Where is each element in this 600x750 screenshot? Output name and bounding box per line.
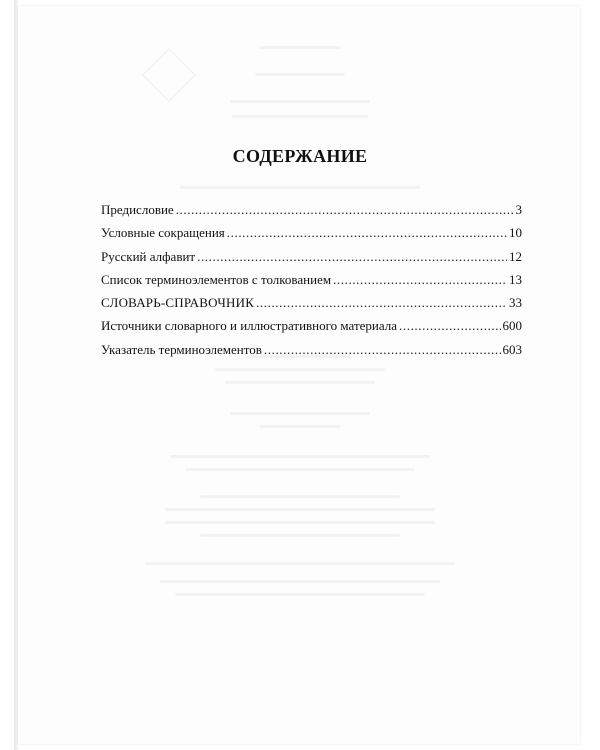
toc-entry-title: Предисловие bbox=[101, 202, 174, 217]
toc-page-number: 33 bbox=[509, 295, 522, 311]
toc-leader-dots bbox=[399, 314, 500, 337]
toc-page-number: 3 bbox=[515, 202, 522, 217]
toc-page-number: 603 bbox=[502, 341, 522, 357]
table-of-contents bbox=[101, 198, 522, 361]
toc-page-number: 12 bbox=[509, 248, 522, 264]
toc-entry-preface bbox=[101, 198, 522, 221]
toc-entry-dictionary bbox=[101, 291, 522, 314]
bleed-through-line bbox=[185, 468, 415, 471]
toc-leader-dots bbox=[264, 338, 501, 361]
bleed-through-line bbox=[225, 381, 375, 384]
toc-entry-title: Источники словарного и иллюстративного материала bbox=[101, 318, 398, 334]
bleed-through-line bbox=[175, 593, 425, 596]
bleed-through-line bbox=[165, 508, 435, 511]
toc-entry-term-list bbox=[101, 268, 522, 291]
bleed-through-line bbox=[215, 368, 385, 371]
toc-leader-dots bbox=[197, 245, 507, 268]
page-title: СОДЕРЖАНИЕ bbox=[232, 146, 368, 166]
toc-leader-dots bbox=[176, 198, 514, 221]
bleed-through-line bbox=[260, 46, 340, 49]
bleed-through-line bbox=[260, 425, 340, 428]
bleed-through-line bbox=[145, 562, 455, 565]
toc-entry-alphabet bbox=[101, 245, 522, 268]
toc-entry-abbreviations bbox=[101, 221, 522, 244]
toc-entry-title: Русский алфавит bbox=[101, 248, 196, 264]
toc-entry-sources bbox=[101, 314, 522, 337]
bleed-through-line bbox=[180, 186, 420, 189]
toc-leader-dots bbox=[256, 291, 507, 314]
toc-entry-title: Указатель терминоэлементов bbox=[101, 341, 262, 357]
bleed-through-line bbox=[255, 73, 345, 76]
toc-page-number: 10 bbox=[509, 225, 522, 241]
toc-page-number: 13 bbox=[509, 271, 522, 287]
bleed-through-line bbox=[200, 534, 400, 537]
bleed-through-line bbox=[230, 412, 370, 415]
toc-leader-dots bbox=[227, 221, 507, 244]
toc-entry-index bbox=[101, 338, 522, 361]
bleed-through-logo bbox=[142, 48, 196, 102]
bleed-through-line bbox=[230, 100, 370, 103]
toc-page-number: 600 bbox=[502, 318, 522, 334]
bleed-through-line bbox=[200, 495, 400, 498]
bleed-through-line bbox=[160, 580, 440, 583]
bleed-through-line bbox=[165, 521, 435, 524]
bleed-through-line bbox=[232, 115, 368, 118]
toc-entry-title: Список терминоэлементов с толкованием bbox=[101, 271, 332, 287]
toc-entry-title: СЛОВАРЬ-СПРАВОЧНИК bbox=[101, 295, 255, 311]
bleed-through-line bbox=[170, 455, 430, 458]
toc-entry-title: Условные сокращения bbox=[101, 225, 225, 241]
toc-leader-dots bbox=[333, 268, 507, 291]
